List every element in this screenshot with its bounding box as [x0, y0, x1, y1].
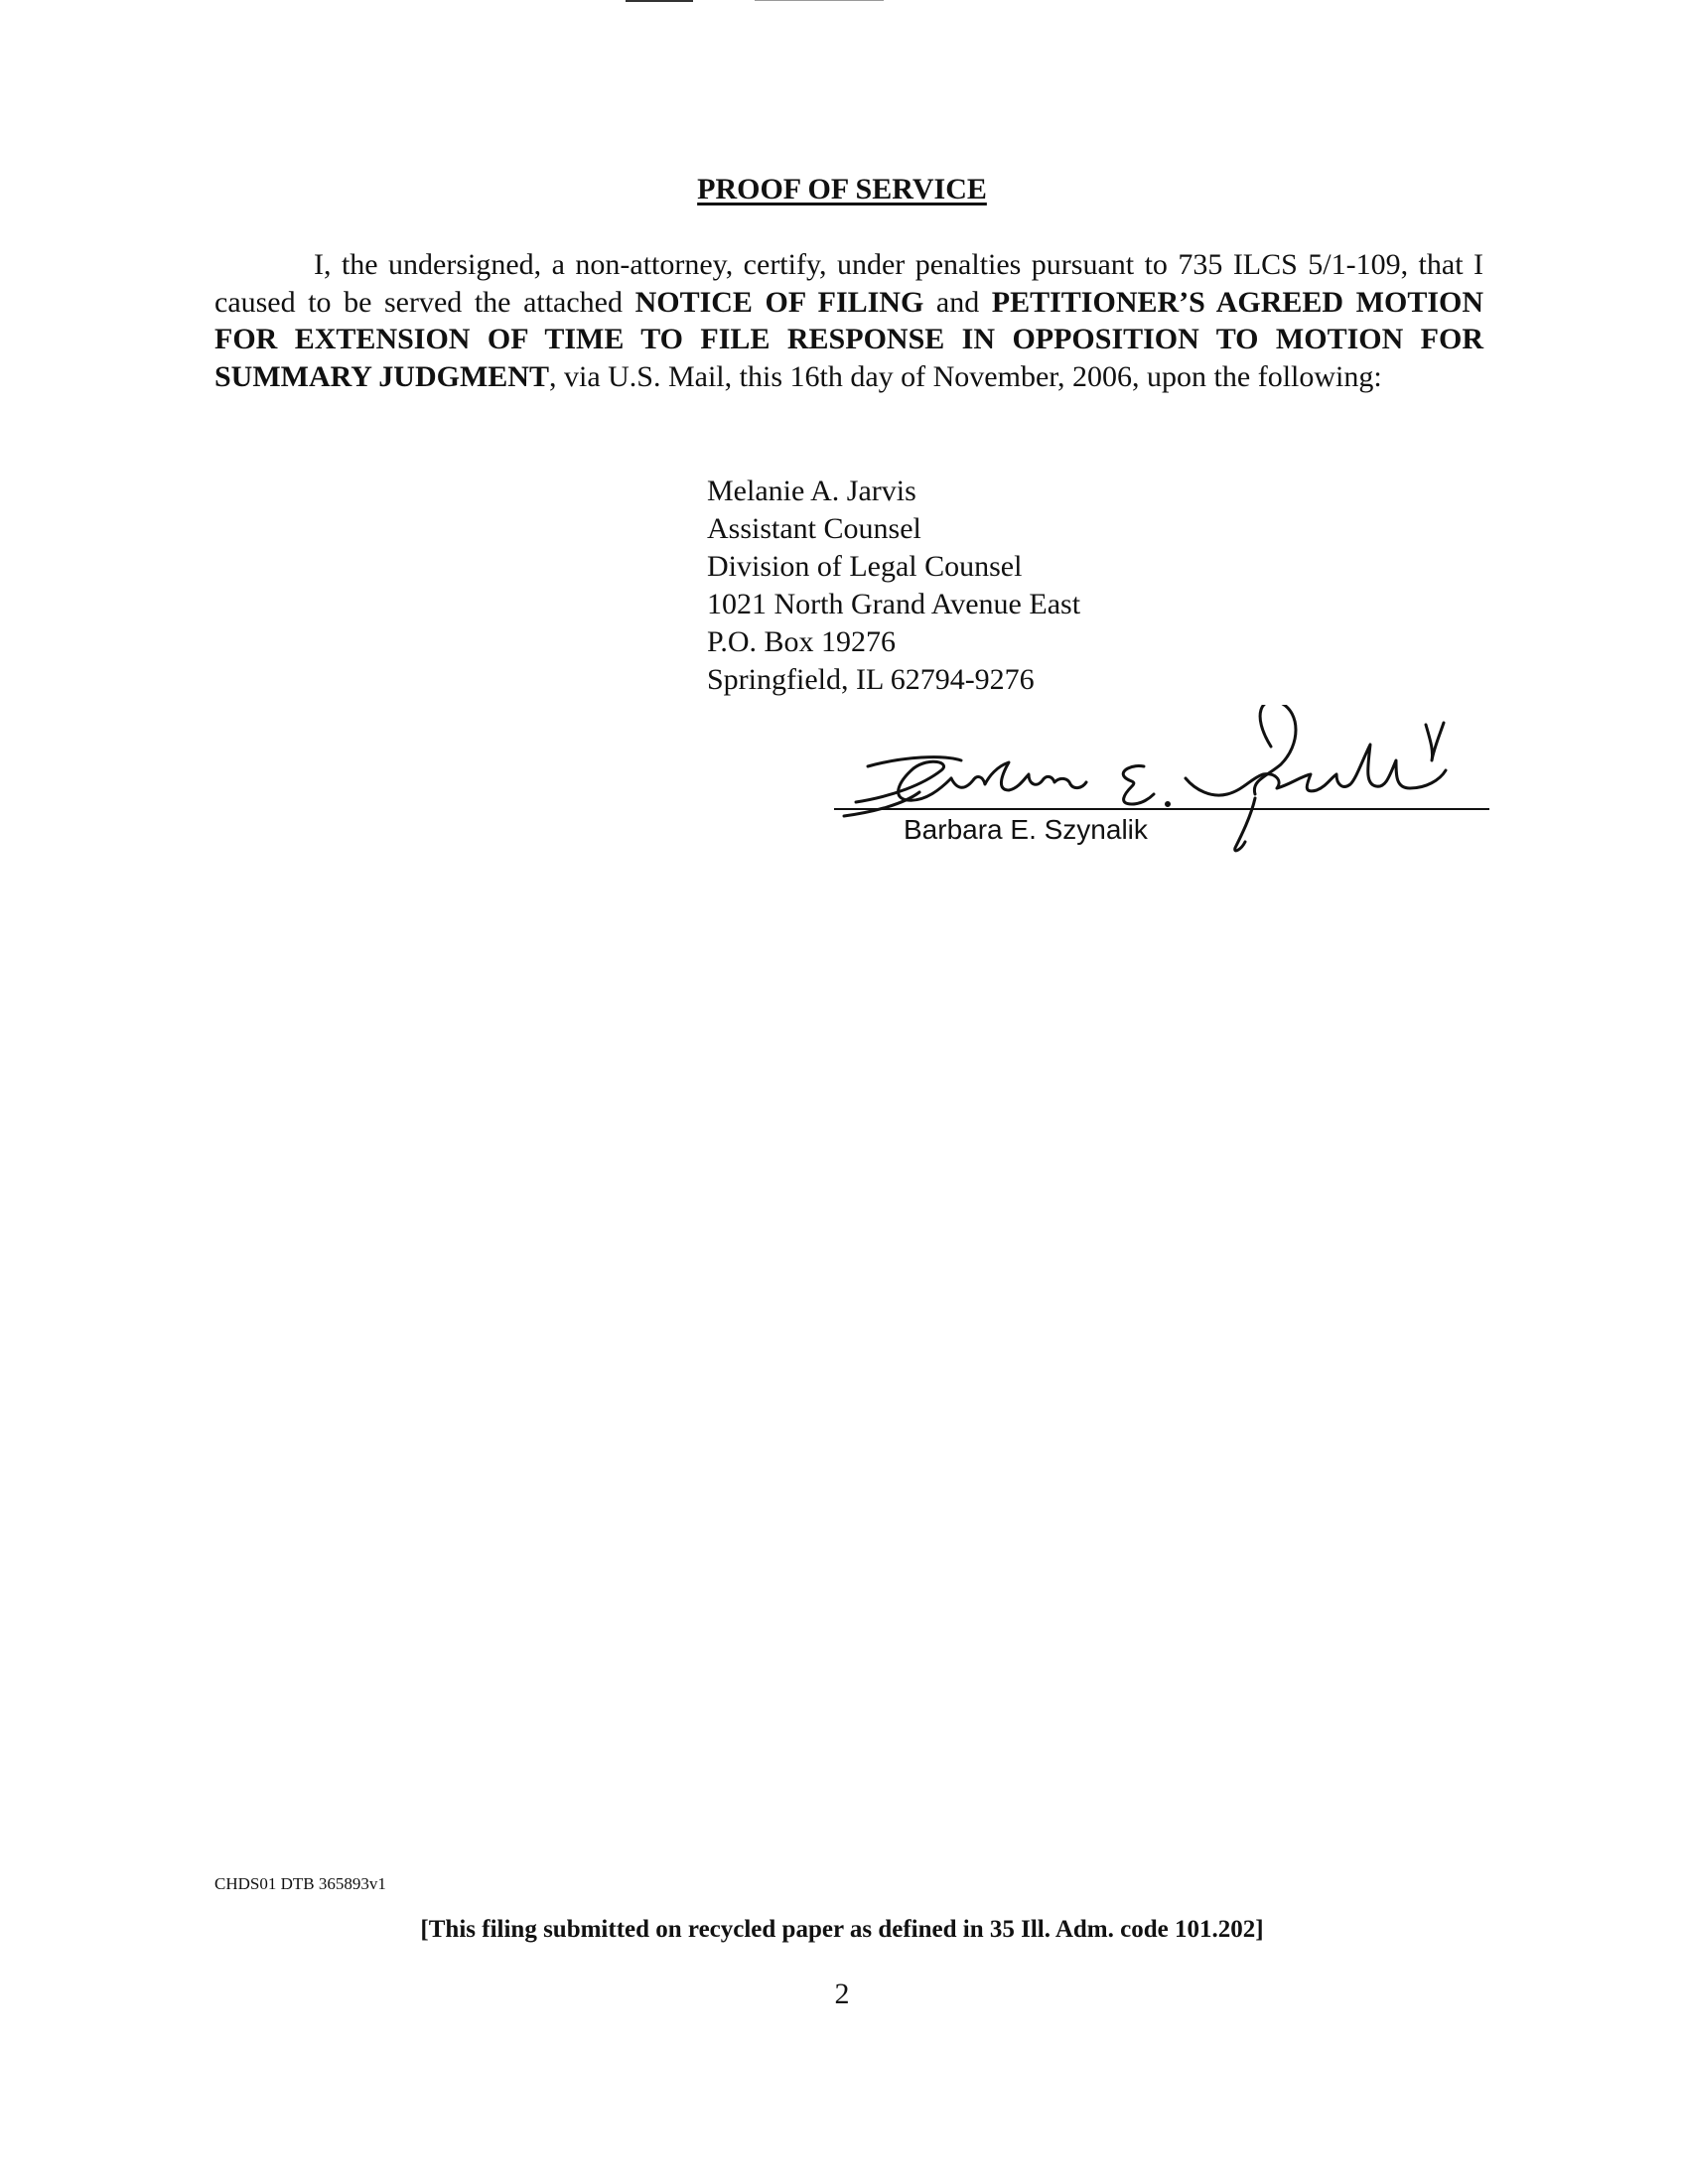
recipient-po-box: P.O. Box 19276 — [707, 625, 897, 658]
motion-title-text: PETITIONER’S AGREED MOTION FOR EXTENSION OF TIME TO FILE RESPONSE IN OPPOSITION TO MOTION FOR SUMMARY JUDGMENT — [214, 285, 1484, 393]
recycled-paper-note: [This filing submitted on recycled paper as defined in 35 Ill. Adm. code 101.202] — [420, 1916, 1264, 1943]
recipient-city-state-zip: Springfield, IL 62794-9276 — [707, 663, 1035, 696]
scan-artifact — [755, 0, 884, 1]
recipient-title: Assistant Counsel — [707, 512, 921, 545]
recipient-street: 1021 North Grand Avenue East — [707, 588, 1081, 620]
notice-of-filing-text: NOTICE OF FILING — [634, 285, 924, 319]
signature-line — [834, 808, 1489, 810]
paragraph-outro: , via U.S. Mail, this 16th day of November, 2006, upon the following: — [548, 359, 1382, 393]
signature-block — [834, 705, 1509, 864]
paragraph-and: and — [923, 285, 992, 319]
scan-artifact — [626, 0, 693, 2]
recipient-name: Melanie A. Jarvis — [707, 475, 916, 507]
document-id: CHDS01 DTB 365893v1 — [214, 1874, 386, 1893]
page-title: PROOF OF SERVICE — [697, 173, 987, 205]
certification-paragraph — [214, 246, 1483, 395]
page-number: 2 — [834, 1978, 850, 2010]
recipient-address — [707, 473, 1080, 699]
signer-printed-name: Barbara E. Szynalik — [904, 814, 1148, 845]
paragraph-intro: I, the undersigned, a non-attorney, certify, under penalties pursuant to 735 ILCS 5/1-109, that I caused to be served the attached — [214, 248, 1483, 319]
recipient-division: Division of Legal Counsel — [707, 550, 1023, 583]
